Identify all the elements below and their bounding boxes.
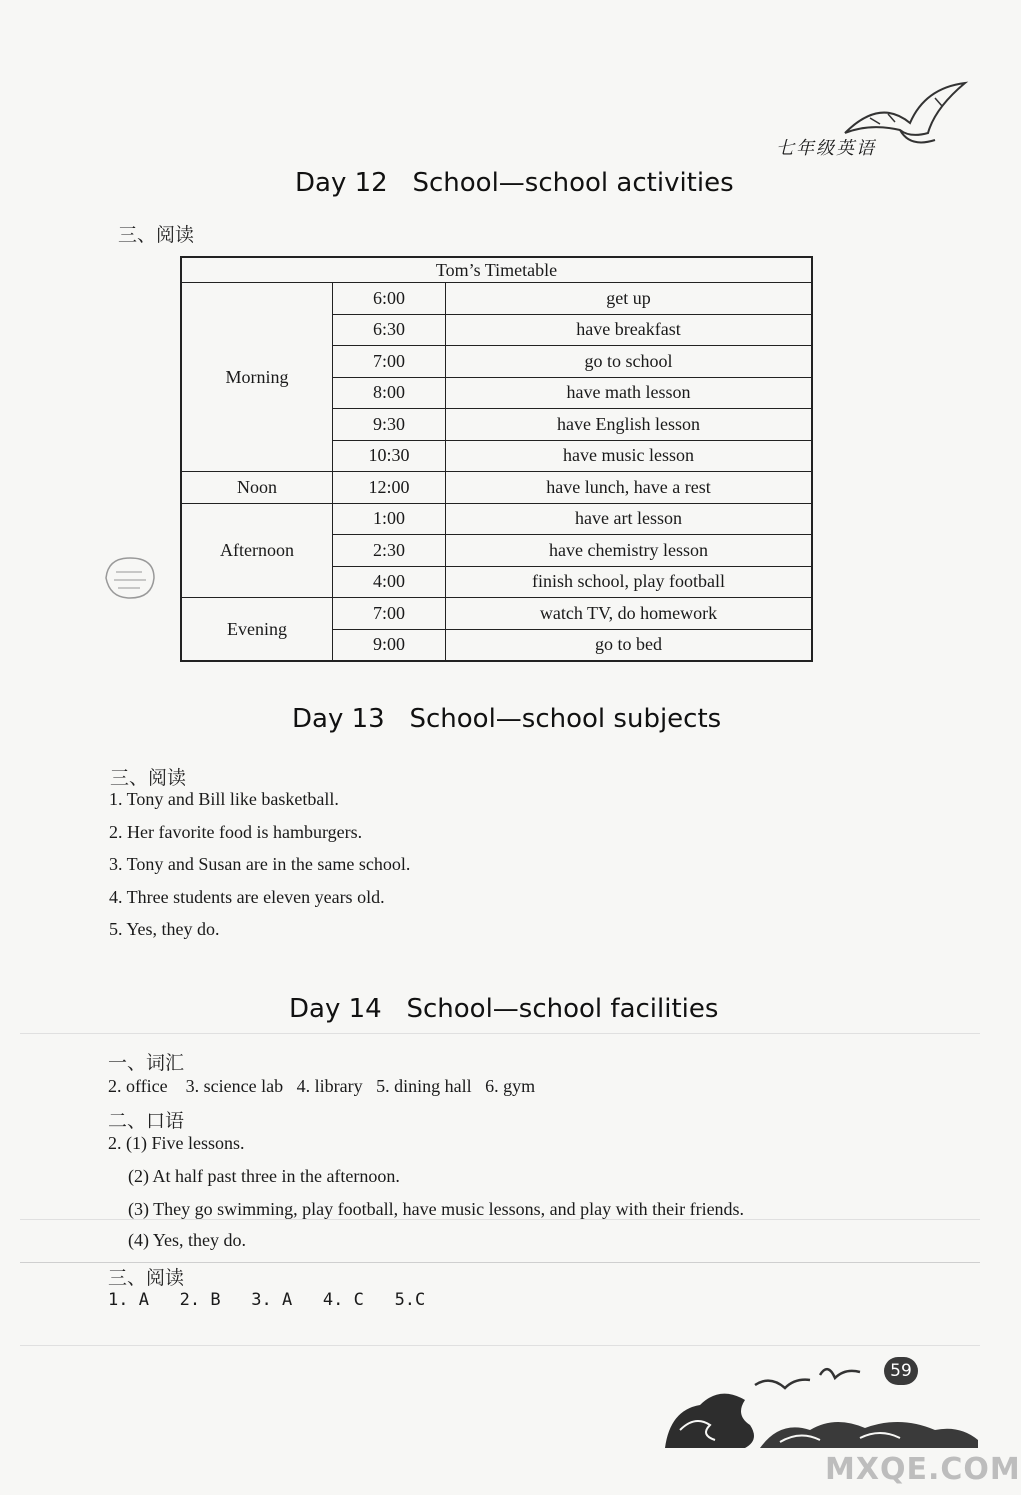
timetable	[180, 256, 813, 662]
activity-cell: watch TV, do homework	[446, 598, 813, 630]
activity-cell: have English lesson	[446, 409, 813, 441]
oral-answer-2: (2) At half past three in the afternoon.	[128, 1166, 400, 1186]
wave-birds-illustration	[660, 1360, 980, 1452]
oral-answer-3: (3) They go swimming, play football, have music lessons, and play with their friends.	[128, 1199, 745, 1219]
period-cell: Morning	[181, 283, 333, 472]
day12-section-heading: 三、阅读	[118, 224, 195, 246]
list-item: 5. Yes, they do.	[109, 919, 220, 939]
activity-cell: have chemistry lesson	[446, 535, 813, 567]
table-row	[181, 472, 812, 504]
time-cell: 9:00	[333, 629, 446, 661]
table-row	[181, 283, 812, 315]
day13-title: Day 13 School—school subjects	[292, 704, 722, 734]
divider	[20, 1219, 980, 1220]
list-item: 3. Tony and Susan are in the same school.	[109, 854, 411, 874]
table-row	[181, 503, 812, 535]
activity-cell: finish school, play football	[446, 566, 813, 598]
day13-section-heading: 三、阅读	[110, 767, 187, 789]
oral-answer-1: 2. (1) Five lessons.	[108, 1133, 245, 1153]
list-item: 4. Three students are eleven years old.	[109, 886, 385, 907]
period-cell: Noon	[181, 472, 333, 504]
day12-title: Day 12 School—school activities	[295, 168, 734, 198]
activity-cell: have music lesson	[446, 440, 813, 472]
header-brand: 七年级英语	[776, 138, 876, 159]
period-cell: Afternoon	[181, 503, 333, 598]
time-cell: 12:00	[333, 472, 446, 504]
timetable-caption: Tom’s Timetable	[181, 257, 812, 283]
activity-cell: have math lesson	[446, 377, 813, 409]
oral-section-heading: 二、口语	[108, 1110, 185, 1132]
activity-cell: have breakfast	[446, 314, 813, 346]
stamp-icon	[100, 552, 160, 604]
time-cell: 7:00	[333, 598, 446, 630]
table-row	[181, 598, 812, 630]
time-cell: 10:30	[333, 440, 446, 472]
time-cell: 4:00	[333, 566, 446, 598]
time-cell: 9:30	[333, 409, 446, 441]
time-cell: 6:30	[333, 314, 446, 346]
activity-cell: go to bed	[446, 629, 813, 661]
activity-cell: have art lesson	[446, 503, 813, 535]
reading-section-heading: 三、阅读	[108, 1267, 185, 1289]
period-cell: Evening	[181, 598, 333, 662]
day13-answer-list	[109, 789, 410, 952]
list-item: 2. Her favorite food is hamburgers.	[109, 821, 363, 842]
vocab-answers: 2. office 3. science lab 4. library 5. dining hall 6. gym	[108, 1076, 536, 1096]
page-number-badge: 59	[884, 1357, 918, 1385]
time-cell: 7:00	[333, 346, 446, 378]
reading-answers: 1. A 2. B 3. A 4. C 5.C	[108, 1290, 426, 1310]
divider	[20, 1345, 980, 1346]
activity-cell: go to school	[446, 346, 813, 378]
list-item: 1. Tony and Bill like basketball.	[109, 789, 339, 809]
divider	[20, 1033, 980, 1034]
activity-cell: have lunch, have a rest	[446, 472, 813, 504]
activity-cell: get up	[446, 283, 813, 315]
time-cell: 2:30	[333, 535, 446, 567]
time-cell: 1:00	[333, 503, 446, 535]
time-cell: 8:00	[333, 377, 446, 409]
watermark: MXQE.COM	[825, 1452, 1021, 1487]
vocab-section-heading: 一、词汇	[108, 1052, 185, 1074]
day14-title: Day 14 School—school facilities	[289, 994, 719, 1024]
time-cell: 6:00	[333, 283, 446, 315]
oral-answer-4: (4) Yes, they do.	[128, 1230, 247, 1250]
